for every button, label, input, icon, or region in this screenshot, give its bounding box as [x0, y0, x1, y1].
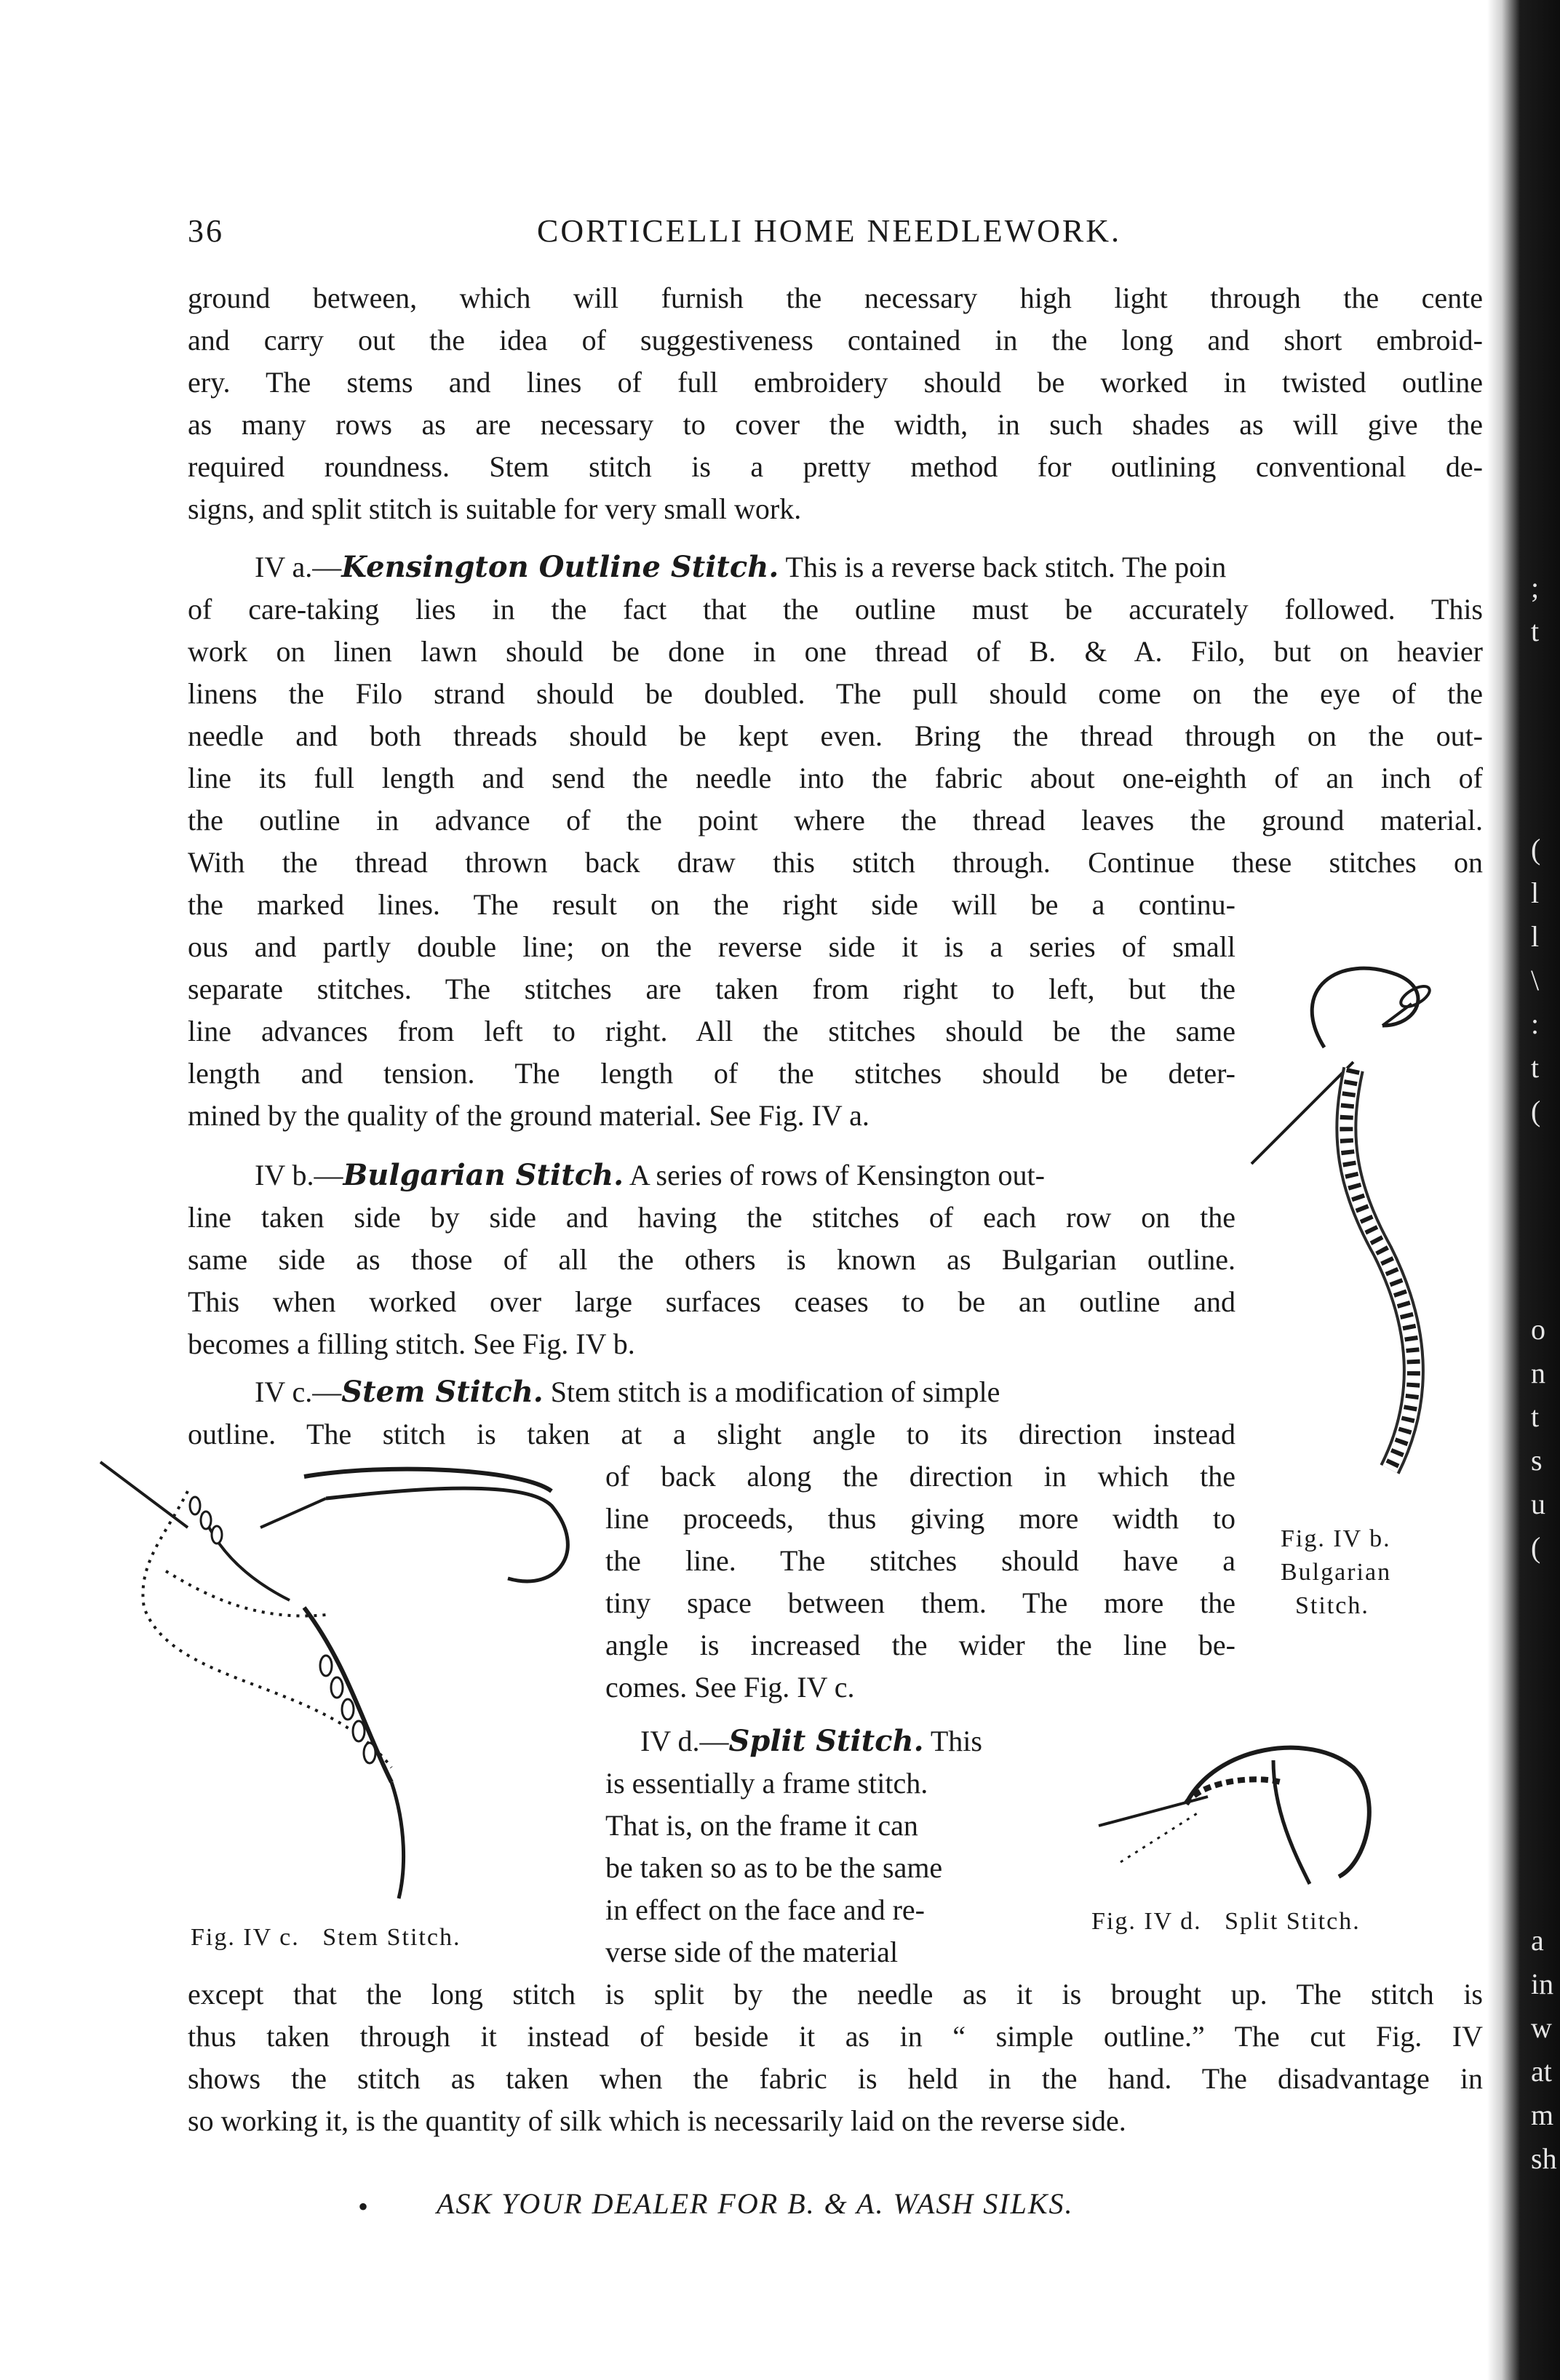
text-line: work on linen lawn should be done in one thread of B. & A. Filo, but on heavier [188, 635, 1483, 668]
running-head: CORTICELLI HOME NEEDLEWORK. [537, 213, 1122, 249]
text-line: line its full length and send the needle into the fabric about one-eighth of an inch of [188, 762, 1483, 794]
text-line: same side as those of all the others is known as Bulgarian outline. [188, 1243, 1235, 1276]
edge-fragment: t [1531, 1400, 1540, 1433]
section-heading-stem [255, 1372, 1000, 1413]
text-line: tiny space between them. The more the [605, 1586, 1235, 1619]
section-title: Split Stitch. [728, 1724, 924, 1758]
text-line: the marked lines. The result on the right side will be a continu- [188, 888, 1235, 921]
text-line: needle and both threads should be kept even. Bring the thread through on the out- [188, 719, 1483, 752]
page-number: 36 [188, 213, 224, 249]
text-line: required roundness. Stem stitch is a pretty method for outlining conventional de- [188, 450, 1483, 483]
section-title: Bulgarian Stitch. [343, 1158, 624, 1192]
text-line: line advances from left to right. All the stitches should be the same [188, 1015, 1235, 1047]
caption-fig-b-line3: Stitch. [1295, 1592, 1369, 1619]
edge-fragment: \ [1531, 964, 1540, 997]
text-line: in effect on the face and re- [605, 1893, 926, 1926]
text-line: That is, on the frame it can [605, 1809, 918, 1842]
text-line: ous and partly double line; on the reverse side it is a series of small [188, 930, 1235, 963]
text-line: separate stitches. The stitches are taken from right to left, but the [188, 973, 1235, 1005]
edge-fragment: : [1531, 1007, 1540, 1040]
text-line: shows the stitch as taken when the fabric is held in the hand. The disadvantage in [188, 2062, 1483, 2095]
section-heading-bulgarian [255, 1155, 1045, 1196]
text-line: and carry out the idea of suggestiveness contained in the long and short embroid- [188, 324, 1483, 356]
section-heading-kensington [255, 547, 1226, 588]
text-line: becomes a filling stitch. See Fig. IV b. [188, 1327, 635, 1360]
edge-fragment: t [1531, 1051, 1540, 1084]
section-label: IV b.— [255, 1159, 343, 1191]
figure-split-stitch [1091, 1717, 1426, 1891]
edge-fragment: ( [1531, 1095, 1541, 1127]
text-line: linens the Filo strand should be doubled. The pull should come on the eye of the [188, 677, 1483, 710]
text-line: This when worked over large surfaces ceases to be an outline and [188, 1285, 1235, 1318]
text-line: thus taken through it instead of beside it as in “ simple outline.” The cut Fig. IV [188, 2020, 1483, 2053]
text-line: angle is increased the wider the line be- [605, 1629, 1235, 1661]
section-label: IV c.— [255, 1375, 342, 1408]
section-title: Kensington Outline Stitch. [341, 550, 779, 584]
section-heading-split [640, 1721, 982, 1762]
text-line: signs, and split stitch is suitable for very small work. [188, 492, 802, 525]
text-line: With the thread thrown back draw this stitch through. Continue these stitches on [188, 846, 1483, 879]
edge-fragment: l [1531, 920, 1540, 953]
footer-advert: ASK YOUR DEALER FOR B. & A. WASH SILKS. [437, 2187, 1074, 2220]
edge-fragment: ( [1531, 1531, 1541, 1564]
caption-fig-c: Fig. IV c. Stem Stitch. [191, 1924, 461, 1951]
section-lead: Stem stitch is a modification of simple [550, 1375, 1000, 1408]
text-line: ery. The stems and lines of full embroidery should be worked in twisted outline [188, 366, 1483, 399]
text-line: of back along the direction in which the [605, 1460, 1235, 1493]
edge-fragment: w [1531, 2011, 1552, 2044]
text-line: length and tension. The length of the stitches should be deter- [188, 1057, 1235, 1090]
section-lead: This [930, 1725, 982, 1757]
section-lead: This is a reverse back stitch. The poin [785, 551, 1227, 583]
text-line: the outline in advance of the point where the thread leaves the ground material. [188, 804, 1483, 836]
edge-fragment: s [1531, 1444, 1543, 1477]
text-line: mined by the quality of the ground material. See Fig. IV a. [188, 1099, 869, 1132]
section-label: IV d.— [640, 1725, 729, 1757]
edge-fragment: sh [1531, 2142, 1557, 2175]
text-line: line taken side by side and having the stitches of each row on the [188, 1201, 1235, 1234]
edge-fragment: ; [1531, 571, 1540, 604]
section-lead: A series of rows of Kensington out- [629, 1159, 1045, 1191]
text-line: line proceeds, thus giving more width to [605, 1502, 1235, 1535]
edge-fragment: ( [1531, 833, 1541, 866]
section-title: Stem Stitch. [341, 1375, 544, 1409]
footer-bullet: • [358, 2190, 369, 2223]
edge-fragment: l [1531, 876, 1540, 909]
text-line: as many rows as are necessary to cover the width, in such shades as will give the [188, 408, 1483, 441]
edge-fragment: in [1531, 1968, 1554, 2000]
caption-fig-b-line2: Bulgarian [1281, 1559, 1392, 1586]
caption-fig-d: Fig. IV d. Split Stitch. [1091, 1908, 1361, 1935]
edge-fragment: a [1531, 1924, 1544, 1957]
text-line: outline. The stitch is taken at a slight angle to its direction instead [188, 1418, 1235, 1450]
text-line: so working it, is the quantity of silk which is necessarily laid on the reverse side. [188, 2104, 1126, 2137]
edge-fragment: m [1531, 2099, 1554, 2131]
caption-fig-b-line1: Fig. IV b. [1281, 1525, 1391, 1552]
edge-fragment: o [1531, 1313, 1545, 1346]
text-line: comes. See Fig. IV c. [605, 1671, 855, 1704]
text-line: ground between, which will furnish the necessary high light through the cente [188, 281, 1483, 314]
figure-stem-stitch [86, 1447, 595, 1898]
text-line: is essentially a frame stitch. [605, 1767, 928, 1800]
edge-fragment: n [1531, 1357, 1545, 1389]
text-line: except that the long stitch is split by the needle as it is brought up. The stitch is [188, 1978, 1483, 2010]
edge-fragment: t [1531, 615, 1540, 647]
text-line: verse side of the material [605, 1936, 899, 1968]
edge-fragment: at [1531, 2055, 1552, 2088]
section-label: IV a.— [255, 551, 342, 583]
edge-fragment: u [1531, 1488, 1545, 1520]
text-line: of care-taking lies in the fact that the outline must be accurately followed. This [188, 593, 1483, 626]
figure-bulgarian-stitch [1237, 946, 1470, 1498]
text-line: be taken so as to be the same [605, 1851, 943, 1884]
text-line: the line. The stitches should have a [605, 1544, 1235, 1577]
